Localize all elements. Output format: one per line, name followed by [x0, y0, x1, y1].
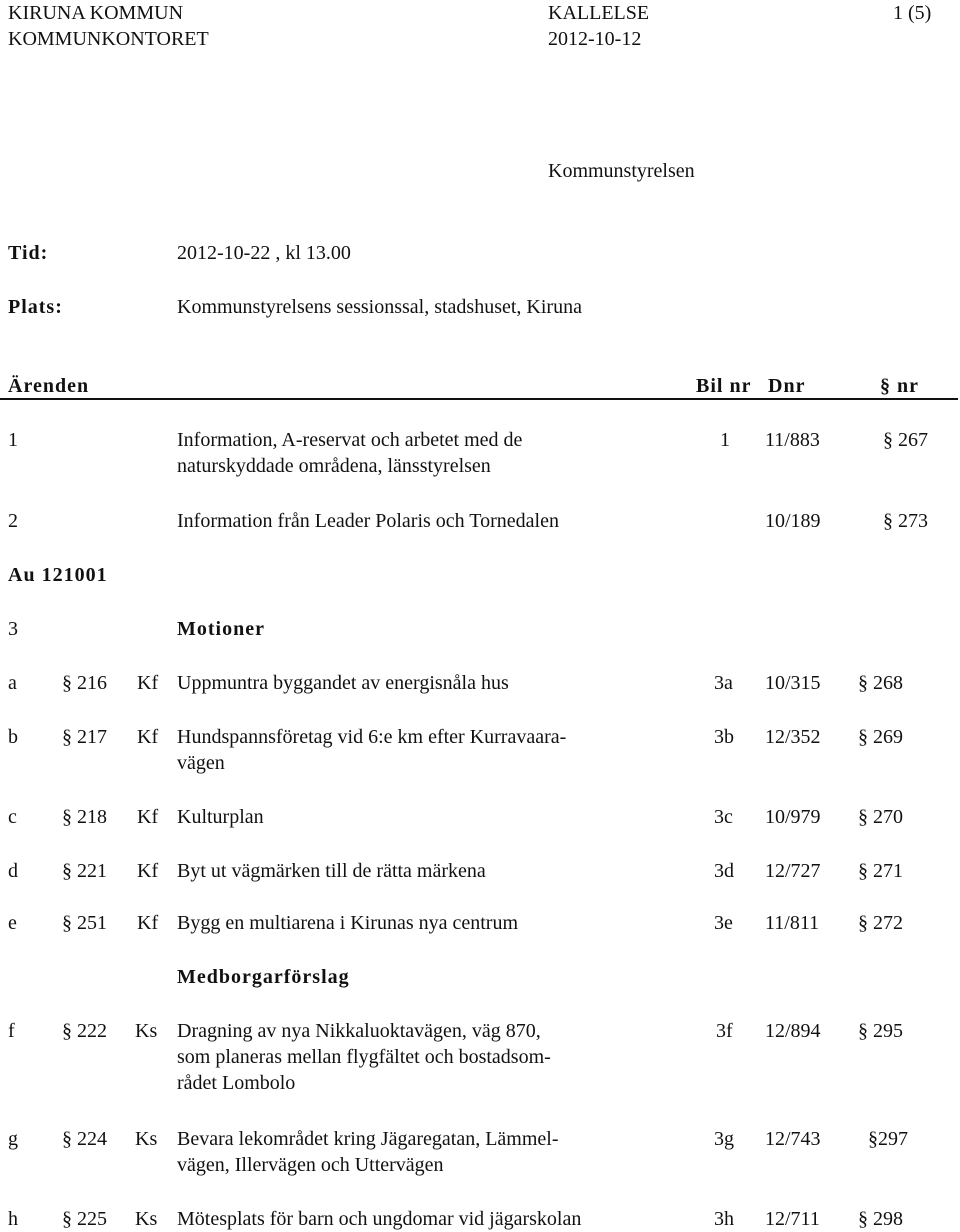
row-par: § 298: [858, 1208, 903, 1230]
row-text-line: Hundspannsföretag vid 6:e km efter Kurravaara-: [177, 726, 567, 748]
row-ref: § 224: [62, 1128, 107, 1150]
column-par-nr: § nr: [880, 375, 919, 397]
committee-name: Kommunstyrelsen: [548, 160, 695, 182]
row-par: § 270: [858, 806, 903, 828]
office-name: KOMMUNKONTORET: [8, 28, 209, 50]
tid-label: Tid:: [8, 242, 49, 264]
item-bil: 1: [720, 429, 730, 451]
doc-type: KALLELSE: [548, 2, 650, 24]
row-dnr: 12/711: [765, 1208, 820, 1230]
row-text-line: vägen, Illervägen och Uttervägen: [177, 1154, 444, 1176]
row-kind: Ks: [135, 1208, 158, 1230]
row-bil: 3c: [714, 806, 733, 828]
column-dnr: Dnr: [768, 375, 806, 397]
item-number: 1: [8, 429, 18, 451]
section-title-motioner: Motioner: [177, 618, 265, 640]
au-label: Au 121001: [8, 564, 108, 586]
row-bil: 3a: [714, 672, 733, 694]
item-text-line: naturskyddade områdena, länsstyrelsen: [177, 455, 491, 477]
row-kind: Ks: [135, 1128, 158, 1150]
item-number: 2: [8, 510, 18, 532]
row-ref: § 218: [62, 806, 107, 828]
row-letter: c: [8, 806, 17, 828]
row-bil: 3g: [714, 1128, 734, 1150]
row-text-line: Byt ut vägmärken till de rätta märkena: [177, 860, 486, 882]
row-text-line: Mötesplats för barn och ungdomar vid jägarskolan: [177, 1208, 582, 1230]
row-par: § 272: [858, 912, 903, 934]
row-kind: Kf: [137, 726, 159, 748]
row-par: § 271: [858, 860, 903, 882]
section-number: 3: [8, 618, 18, 640]
row-ref: § 251: [62, 912, 107, 934]
section-title-medborgarforslag: Medborgarförslag: [177, 966, 350, 988]
row-letter: d: [8, 860, 18, 882]
row-text-line: rådet Lombolo: [177, 1072, 296, 1094]
doc-date: 2012-10-12: [548, 28, 642, 50]
row-bil: 3e: [714, 912, 733, 934]
row-letter: b: [8, 726, 18, 748]
row-dnr: 10/315: [765, 672, 821, 694]
plats-label: Plats:: [8, 296, 63, 318]
row-letter: a: [8, 672, 17, 694]
row-bil: 3h: [714, 1208, 734, 1230]
tid-value: 2012-10-22 , kl 13.00: [177, 242, 351, 264]
row-bil: 3d: [714, 860, 734, 882]
row-kind: Ks: [135, 1020, 158, 1042]
row-text-line: Kulturplan: [177, 806, 264, 828]
row-kind: Kf: [137, 672, 159, 694]
column-arenden: Ärenden: [8, 375, 90, 397]
column-bil-nr: Bil nr: [696, 375, 752, 397]
row-text-line: som planeras mellan flygfältet och bostadsom-: [177, 1046, 551, 1068]
org-name: KIRUNA KOMMUN: [8, 2, 184, 24]
row-par: §297: [868, 1128, 908, 1150]
header-divider: [0, 398, 958, 400]
row-text-line: Bygg en multiarena i Kirunas nya centrum: [177, 912, 519, 934]
row-dnr: 12/894: [765, 1020, 821, 1042]
item-text-line: Information, A-reservat och arbetet med de: [177, 429, 523, 451]
item-par: § 273: [883, 510, 928, 532]
item-par: § 267: [883, 429, 928, 451]
row-ref: § 225: [62, 1208, 107, 1230]
page-number: 1 (5): [893, 2, 932, 24]
row-letter: f: [8, 1020, 15, 1042]
row-kind: Kf: [137, 806, 159, 828]
row-text-line: Dragning av nya Nikkaluoktavägen, väg 870,: [177, 1020, 541, 1042]
row-text-line: Bevara lekområdet kring Jägaregatan, Lämmel-: [177, 1128, 559, 1150]
item-text-line: Information från Leader Polaris och Tornedalen: [177, 510, 559, 532]
row-dnr: 12/352: [765, 726, 821, 748]
row-dnr: 10/979: [765, 806, 821, 828]
row-kind: Kf: [137, 912, 159, 934]
row-kind: Kf: [137, 860, 159, 882]
row-ref: § 221: [62, 860, 107, 882]
row-bil: 3b: [714, 726, 734, 748]
row-letter: g: [8, 1128, 18, 1150]
item-dnr: 11/883: [765, 429, 820, 451]
row-dnr: 12/743: [765, 1128, 821, 1150]
row-text-line: Uppmuntra byggandet av energisnåla hus: [177, 672, 509, 694]
row-letter: h: [8, 1208, 18, 1230]
row-ref: § 222: [62, 1020, 107, 1042]
row-par: § 268: [858, 672, 903, 694]
plats-value: Kommunstyrelsens sessionssal, stadshuset, Kiruna: [177, 296, 582, 318]
row-par: § 295: [858, 1020, 903, 1042]
item-dnr: 10/189: [765, 510, 821, 532]
row-par: § 269: [858, 726, 903, 748]
row-ref: § 217: [62, 726, 107, 748]
row-text-line: vägen: [177, 752, 225, 774]
row-ref: § 216: [62, 672, 107, 694]
row-bil: 3f: [716, 1020, 733, 1042]
row-dnr: 12/727: [765, 860, 821, 882]
row-letter: e: [8, 912, 17, 934]
row-dnr: 11/811: [765, 912, 820, 934]
